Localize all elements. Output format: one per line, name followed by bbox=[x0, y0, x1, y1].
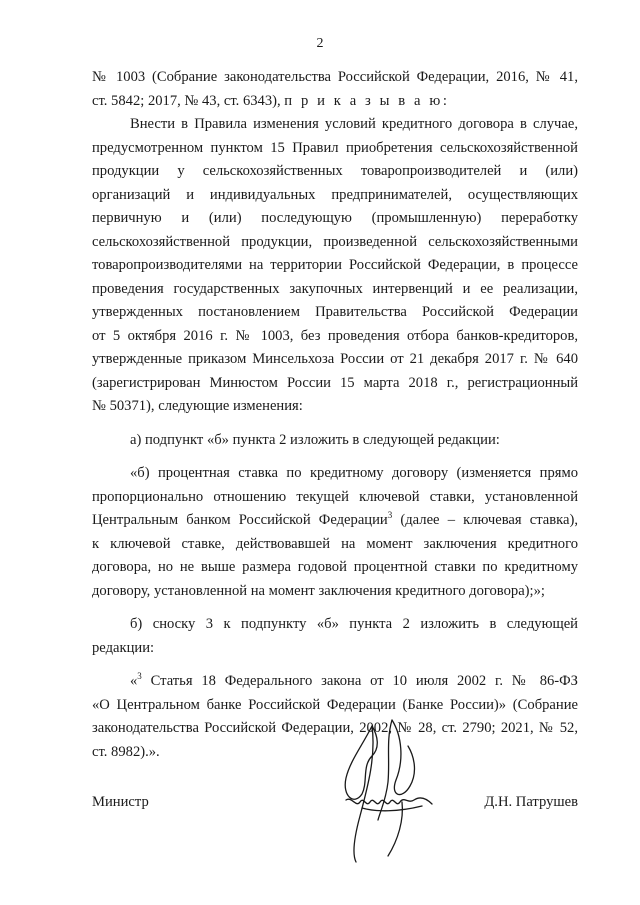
text-line bbox=[92, 231, 578, 255]
text-fragment: Внести в Правила изменения условий кредитного договора в случае, bbox=[130, 116, 578, 132]
text-fragment: утвержденные приказом Минсельхоза России от 21 декабря 2017 г. № 640 bbox=[92, 351, 578, 367]
text-fragment: ст. 8982).». bbox=[92, 743, 160, 760]
text-line bbox=[92, 613, 578, 637]
text-fragment: первичную и (или) последующую (промышленную) переработку bbox=[92, 210, 578, 226]
text-fragment: законодательства Российской Федерации, 2002, № 28, ст. 2790; 2021, № 52, bbox=[92, 720, 578, 736]
text-fragment: от 5 октября 2016 г. № 1003, без проведения отбора банков-кредиторов, bbox=[92, 327, 578, 344]
text-fragment: Статья 18 Федерального закона от 10 июля 2002 г. № 86-ФЗ bbox=[141, 673, 578, 689]
paragraph-gap bbox=[92, 452, 578, 462]
text-fragment: пропорционально отношению текущей ключевой ставки, установленной bbox=[92, 488, 578, 505]
text-line bbox=[92, 556, 578, 580]
text-line bbox=[92, 278, 578, 302]
text-line bbox=[92, 137, 578, 161]
text-fragment: б) сноску 3 к подпункту «б» пункта 2 изложить в следующей bbox=[130, 616, 578, 632]
text-fragment: « bbox=[130, 673, 138, 689]
signatory-name: Д.Н. Патрушев bbox=[484, 794, 578, 810]
text-line bbox=[92, 113, 578, 137]
text-line bbox=[92, 301, 578, 325]
text-line bbox=[92, 90, 578, 114]
text-fragment: «О Центральном банке Российской Федерации (Банке России)» (Собрание bbox=[92, 696, 578, 713]
text-fragment: продукции у сельскохозяйственных товаропроизводителей и (или) bbox=[92, 163, 578, 179]
text-fragment: организаций и индивидуальных предпринимателей, осуществляющих bbox=[92, 186, 578, 203]
text-line bbox=[92, 486, 578, 510]
text-line bbox=[92, 395, 578, 419]
text-line bbox=[92, 509, 578, 533]
text-fragment: утвержденных постановлением Правительства Российской Федерации bbox=[92, 304, 578, 320]
text-line bbox=[92, 580, 578, 604]
text-fragment: № 50371), следующие изменения: bbox=[92, 398, 303, 414]
signature-row bbox=[92, 794, 578, 818]
text-line bbox=[92, 184, 578, 208]
paragraph-gap bbox=[92, 603, 578, 613]
text-fragment: проведения государственных закупочных интервенций и ее реализации, bbox=[92, 280, 578, 297]
text-fragment: п р и к а з ы в а ю: bbox=[284, 92, 450, 109]
text-line bbox=[92, 637, 578, 661]
text-fragment: № 1003 (Собрание законодательства Российской Федерации, 2016, № 41, bbox=[92, 69, 578, 85]
text-line bbox=[92, 325, 578, 349]
text-line bbox=[92, 66, 578, 90]
text-fragment: к ключевой ставке, действовавшей на момент заключения кредитного bbox=[92, 535, 578, 552]
footnote-marker: 3 bbox=[387, 510, 393, 520]
text-line bbox=[92, 694, 578, 718]
text-fragment: Центральным банком Российской Федерации bbox=[92, 512, 388, 528]
page-number: 2 bbox=[316, 36, 324, 51]
text-line bbox=[92, 207, 578, 231]
text-line bbox=[92, 462, 578, 486]
text-line bbox=[92, 160, 578, 184]
text-line bbox=[92, 348, 578, 372]
text-line bbox=[92, 533, 578, 557]
text-line bbox=[92, 254, 578, 278]
text-fragment: договору, установленной на момент заключения кредитного договора);»; bbox=[92, 582, 545, 599]
text-fragment: предусмотренном пунктом 15 Правил приобретения сельскохозяйственной bbox=[92, 139, 578, 156]
paragraph-gap bbox=[92, 419, 578, 429]
document-body bbox=[92, 66, 578, 764]
text-fragment: договора, но не выше размера годовой процентной ставки по кредитному bbox=[92, 559, 578, 575]
text-fragment: ст. 5842; 2017, № 43, ст. 6343), bbox=[92, 92, 285, 109]
text-fragment: (зарегистрирован Минюстом России 15 марта 2018 г., регистрационный bbox=[92, 374, 578, 391]
text-fragment: (далее – ключевая ставка), bbox=[392, 512, 578, 528]
text-line bbox=[92, 670, 578, 694]
text-fragment: редакции: bbox=[92, 639, 155, 656]
paragraph-gap bbox=[92, 660, 578, 670]
signatory-position: Министр bbox=[92, 794, 149, 810]
text-fragment: товаропроизводителями на территории Российской Федерации, в процессе bbox=[92, 257, 578, 273]
text-fragment: а) подпункт «б» пункта 2 изложить в следующей редакции: bbox=[130, 431, 500, 448]
text-line bbox=[92, 429, 578, 453]
handwritten-signature bbox=[332, 716, 442, 866]
text-fragment: сельскохозяйственной продукции, произведенной сельскохозяйственными bbox=[92, 233, 578, 250]
text-line bbox=[92, 372, 578, 396]
text-fragment: «б) процентная ставка по кредитному договору (изменяется прямо bbox=[130, 465, 578, 481]
footnote-marker: 3 bbox=[137, 671, 142, 681]
